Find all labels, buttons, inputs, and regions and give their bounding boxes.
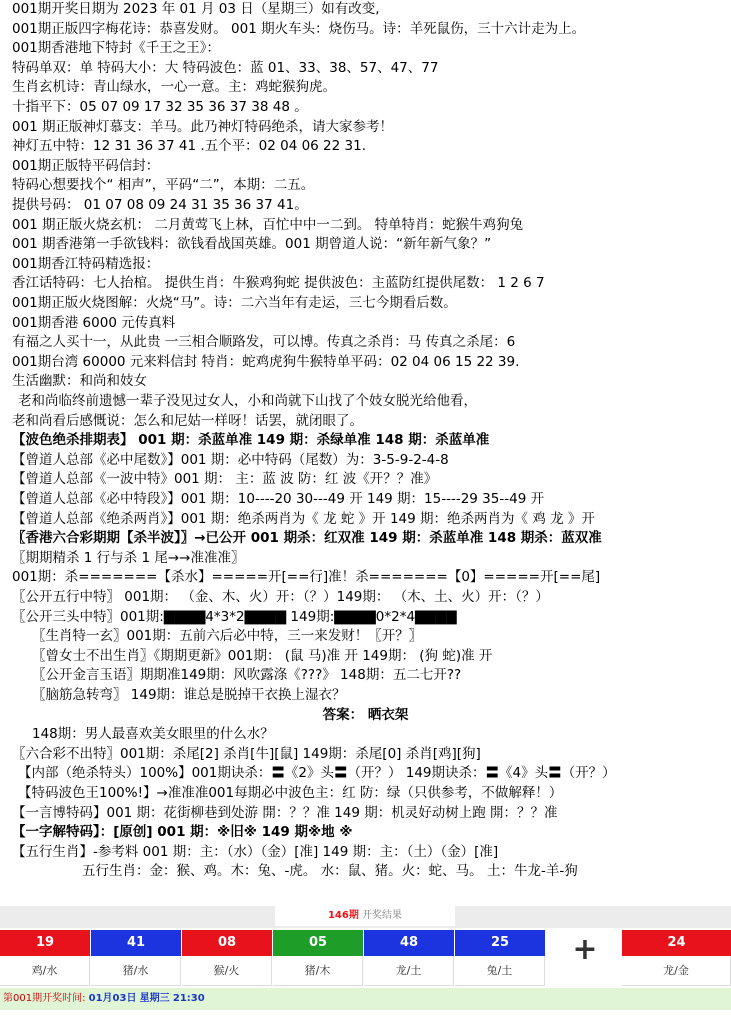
result-title	[275, 906, 455, 926]
text-line: 有福之人买十一，从此贵 一三相合顺路发，可以博。传真之杀肖：马 传真之杀尾：6	[12, 334, 516, 351]
draw-weekday: 星期三	[139, 993, 170, 1004]
result-period: 146期	[327, 910, 359, 921]
ball-number: 05	[273, 930, 363, 956]
text-line: 答案： 晒衣架	[322, 706, 409, 723]
text-line: 【曾道人总部《必中尾数》】001 期：必中特码（尾数）为：3-5-9-2-4-8	[12, 451, 449, 468]
result-ball	[455, 930, 545, 986]
result-balls	[0, 930, 731, 986]
text-line: 【曾道人总部《一波中特》001 期： 主：蓝 波 防：红 波《开？？准》	[12, 471, 438, 488]
ball-zodiac: 猪/水	[91, 956, 181, 986]
special-ball-zodiac: 龙/金	[622, 956, 731, 986]
text-line: 〖期期精杀 1 行与杀 1 尾→→准准准〗	[12, 549, 245, 566]
ball-number: 25	[455, 930, 545, 956]
text-line: 【曾道人总部《必中特段》】001 期：10----20 30---49 开 149 期：15----29 35--49 开	[12, 491, 545, 507]
draw-time-bar	[0, 988, 731, 1010]
text-line: 老和尚看后感慨说：怎么和尼姑一样呀！话罢，就闭眼了。	[12, 412, 363, 429]
text-line: 001期开奖日期为 2023 年 01 月 03 日（星期三）如有改变,	[12, 1, 380, 17]
text-line: 001期台湾 60000 元来料信封 特肖：蛇鸡虎狗牛猴特单平码：02 04 06 15 22 39.	[12, 353, 520, 370]
text-line: 〖公开五行中特〗 001期： （金、木、火）开：（？）149期： （木、土、火）开：（？）	[12, 589, 549, 605]
text-line: 001期正版特平码信封：	[12, 157, 160, 174]
text-line: 〖生肖特一玄〗001期：五前六后必中特，三一来发财！〖开？〗	[32, 628, 423, 645]
ball-zodiac: 猴/火	[182, 956, 272, 986]
text-line: 001期香港 6000 元传真料	[12, 314, 176, 331]
text-line: 神灯五中特：12 31 36 37 41 .五个平：02 04 06 22 31.	[12, 138, 366, 155]
text-line: 生活幽默：和尚和妓女	[12, 373, 147, 390]
special-ball	[622, 930, 731, 986]
result-ball	[182, 930, 272, 986]
plus-icon: +	[572, 932, 598, 967]
ball-number: 41	[91, 930, 181, 956]
result-ball	[91, 930, 181, 986]
ball-number: 19	[0, 930, 90, 956]
ball-zodiac: 兔/土	[455, 956, 545, 986]
text-line: 001 期正版火烧玄机： 二月黄莺飞上林，百忙中中一二到。 特单特肖：蛇猴牛鸡狗兔	[12, 216, 524, 233]
text-line: 【五行生肖】-参考料 001 期：主：（水）（金）[准] 149 期：主：（土）（金）[准]	[12, 843, 499, 860]
text-line: 十指平下：05 07 09 17 32 35 36 37 38 48 。	[12, 99, 308, 115]
text-line: 【一言博特码】001 期：花街柳巷到处游 開：？？准 149 期：机灵好动树上跑 開：？？准	[12, 804, 558, 821]
text-line: 五行生肖：金：猴、鸡。木：兔、-虎。 水：鼠、猪。火：蛇、马。 土：牛龙-羊-狗	[82, 863, 578, 880]
text-line: 001期正版火烧图解：火烧“马”。诗：二六当年有走运，三七今期看后数。	[12, 295, 457, 311]
text-line: 〖公开三头中特〗001期:▇▇▇▇4*3*2▇▇▇▇ 149期:▇▇▇▇0*2*4▇▇▇▇	[12, 608, 457, 625]
text-line: 〖脑筋急转弯〗 149期：谁总是脱掉干衣换上湿衣？	[32, 687, 346, 703]
result-ball	[0, 930, 90, 986]
text-line: 001期香港地下特封《千王之王》：	[12, 40, 221, 57]
text-line: 148期：男人最喜欢美女眼里的什么水？	[32, 726, 274, 743]
text-line: 【一字解特码】：[原创] 001 期：※旧※ 149 期※地 ※	[12, 824, 353, 841]
result-title-suffix: 开奖结果	[362, 910, 403, 921]
ball-zodiac: 猪/木	[273, 956, 363, 986]
text-line: 〖六合彩不出特〗001期：杀尾[2] 杀肖[牛][鼠] 149期：杀尾[0] 杀肖[鸡][狗]	[12, 745, 481, 762]
ball-number: 08	[182, 930, 272, 956]
text-line: 特码单双：单 特码大小：大 特码波色：蓝 01、33、38、57、47、77	[12, 59, 439, 76]
text-line: 生肖玄机诗：青山绿水，一心一意。主：鸡蛇猴狗虎。	[12, 79, 336, 96]
text-line: 〖曾女士不出生肖〗《期期更新》001期： (鼠 马)准 开 149期： (狗 蛇)准 开	[32, 647, 493, 664]
text-line: 〖公开金言玉语〗期期准149期：风吹露涤《???》 148期：五二七开??	[32, 667, 462, 684]
text-line: 【内部（绝杀特头）100%】001期诀杀：〓《2》头〓（开？） 149期诀杀：〓《4》头〓（开？）	[18, 765, 616, 782]
draw-time-label: 第001期开奖时间:	[3, 993, 89, 1004]
draw-date: 01月03日	[88, 993, 137, 1004]
ball-zodiac: 龙/土	[364, 956, 454, 986]
text-line: 【波色绝杀排期表】 001 期：杀蓝单准 149 期：杀绿单准 148 期：杀蓝单准	[12, 432, 490, 449]
text-line: 香江话特码：七人抬棺。 提供生肖：牛猴鸡狗蛇 提供波色：主蓝防红提供尾数： 1 2 6 7	[12, 275, 545, 292]
result-ball	[364, 930, 454, 986]
ball-number: 48	[364, 930, 454, 956]
result-ball	[273, 930, 363, 986]
text-line: 001期：杀=======【杀水】=====开[==行]准！杀=======【0】=====开[==尾]	[12, 569, 601, 586]
text-line: 老和尚临终前遗憾一辈子没见过女人，小和尚就下山找了个妓女脱光给他看，	[18, 393, 477, 409]
text-line: 【特码波色王100%!】→准准准001每期必中波色主：红 防：绿（只供参考，不做解释！）	[18, 785, 563, 801]
draw-time: 21:30	[172, 993, 205, 1004]
text-line: 【曾道人总部《绝杀两肖》】001 期：绝杀两肖为《 龙 蛇 》开 149 期：绝杀两肖为《 鸡 龙 》开	[12, 510, 595, 527]
text-line: 特码心想要找个“ 相声”，平码“二”，本期：二五。	[12, 177, 315, 194]
special-ball-number: 24	[622, 930, 731, 956]
text-line: 001期香江特码精选报：	[12, 255, 160, 272]
text-line: 提供号码： 01 07 08 09 24 31 35 36 37 41。	[12, 197, 308, 213]
text-line: 001期正版四字梅花诗：恭喜发财。 001 期火车头：烧伤马。诗：羊死鼠伤，三十六计走为上。	[12, 20, 586, 37]
text-line: 001 期香港第一手欲钱料：欲钱看战国英雄。001 期曾道人说：“新年新气象？”	[12, 236, 492, 253]
text-line: 001 期正版神灯慕支：羊马。此乃神灯特码绝杀，请大家参考！	[12, 118, 394, 135]
ball-zodiac: 鸡/水	[0, 956, 90, 986]
text-line: 〖香港六合彩期期【杀半波】〗→已公开 001 期杀：红双准 149 期：杀蓝单准 148 期杀：蓝双准	[12, 530, 602, 547]
